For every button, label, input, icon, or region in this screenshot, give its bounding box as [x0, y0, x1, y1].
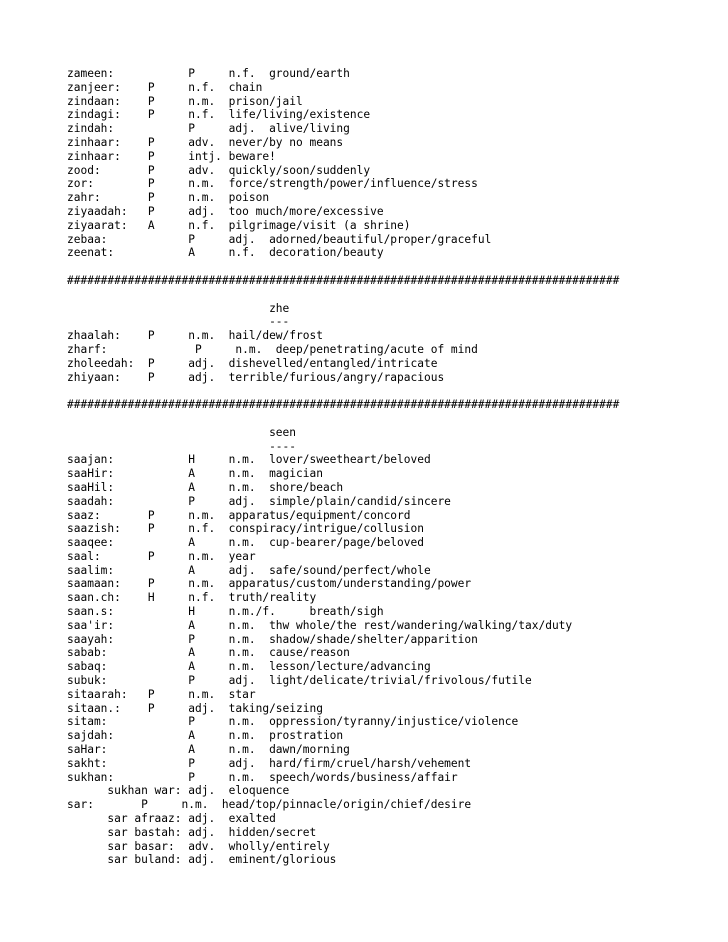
- glossary-entry: sukhan: P n.m. speech/words/business/affair: [67, 770, 458, 784]
- section-underline: ---: [67, 315, 290, 329]
- glossary-text: [67, 67, 619, 867]
- glossary-entry: sar: P n.m. head/top/pinnacle/origin/chief/desire: [67, 798, 472, 812]
- glossary-entry: sar afraaz: adj. exalted: [67, 812, 276, 826]
- glossary-entry: sukhan war: adj. eloquence: [67, 784, 290, 798]
- glossary-entry: saamaan: P n.m. apparatus/custom/understanding/power: [67, 577, 472, 591]
- glossary-entry: sitaan.: P adj. taking/seizing: [67, 701, 323, 715]
- glossary-entry: sar basar: adv. wholly/entirely: [67, 839, 330, 853]
- glossary-entry: zhiyaan: P adj. terrible/furious/angry/rapacious: [67, 370, 445, 384]
- glossary-entry: subuk: P adj. light/delicate/trivial/frivolous/futile: [67, 674, 532, 688]
- section-divider: ##################################################################################: [67, 273, 620, 287]
- glossary-entry: saHar: A n.m. dawn/morning: [67, 743, 350, 757]
- glossary-entry: zebaa: P adj. adorned/beautiful/proper/graceful: [67, 232, 492, 246]
- glossary-entry: sakht: P adj. hard/firm/cruel/harsh/vehement: [67, 756, 472, 770]
- blank-line: [67, 288, 619, 302]
- section-divider: ##################################################################################: [67, 398, 620, 412]
- glossary-entry: sitam: P n.m. oppression/tyranny/injustice/violence: [67, 715, 519, 729]
- glossary-entry: ziyaarat: A n.f. pilgrimage/visit (a shrine): [67, 218, 411, 232]
- glossary-entry: sar bastah: adj. hidden/secret: [67, 825, 317, 839]
- glossary-entry: saayah: P n.m. shadow/shade/shelter/apparition: [67, 632, 478, 646]
- glossary-entry: saajan: H n.m. lover/sweetheart/beloved: [67, 453, 431, 467]
- glossary-entry: zindaan: P n.m. prison/jail: [67, 94, 303, 108]
- glossary-entry: zinhaar: P adv. never/by no means: [67, 135, 344, 149]
- glossary-entry: sitaarah: P n.m. star: [67, 687, 256, 701]
- glossary-entry: saalim: A adj. safe/sound/perfect/whole: [67, 563, 431, 577]
- glossary-entry: saaqee: A n.m. cup-bearer/page/beloved: [67, 536, 424, 550]
- glossary-entry: zahr: P n.m. poison: [67, 191, 270, 205]
- glossary-entry: sabab: A n.m. cause/reason: [67, 646, 350, 660]
- glossary-entry: zholeedah: P adj. dishevelled/entangled/intricate: [67, 356, 438, 370]
- glossary-entry: zhaalah: P n.m. hail/dew/frost: [67, 329, 323, 343]
- blank-line: [67, 384, 619, 398]
- glossary-entry: zameen: P n.f. ground/earth: [67, 67, 350, 80]
- blank-line: [67, 412, 619, 426]
- glossary-entry: zor: P n.m. force/strength/power/influence/stress: [67, 177, 478, 191]
- glossary-entry: saan.ch: H n.f. truth/reality: [67, 591, 317, 605]
- glossary-entry: ziyaadah: P adj. too much/more/excessive: [67, 204, 384, 218]
- glossary-entry: saaz: P n.m. apparatus/equipment/concord: [67, 508, 411, 522]
- glossary-entry: saaHil: A n.m. shore/beach: [67, 480, 344, 494]
- glossary-entry: sabaq: A n.m. lesson/lecture/advancing: [67, 660, 431, 674]
- glossary-entry: sar buland: adj. eminent/glorious: [67, 853, 337, 867]
- section-heading: seen: [67, 425, 297, 439]
- blank-line: [67, 260, 619, 274]
- glossary-entry: zeenat: A n.f. decoration/beauty: [67, 246, 384, 260]
- section-underline: ----: [67, 439, 297, 453]
- glossary-entry: zindah: P adj. alive/living: [67, 122, 350, 136]
- glossary-entry: saa'ir: A n.m. thw whole/the rest/wandering/walking/tax/duty: [67, 618, 573, 632]
- glossary-entry: saazish: P n.f. conspiracy/intrigue/collusion: [67, 522, 424, 536]
- glossary-entry: zindagi: P n.f. life/living/existence: [67, 108, 371, 122]
- glossary-entry: zanjeer: P n.f. chain: [67, 80, 263, 94]
- glossary-entry: zood: P adv. quickly/soon/suddenly: [67, 163, 371, 177]
- glossary-entry: saal: P n.m. year: [67, 549, 256, 563]
- glossary-entry: sajdah: A n.m. prostration: [67, 729, 344, 743]
- glossary-entry: zinhaar: P intj. beware!: [67, 149, 276, 163]
- glossary-entry: zharf: P n.m. deep/penetrating/acute of mind: [67, 342, 478, 356]
- glossary-entry: saaHir: A n.m. magician: [67, 467, 323, 481]
- section-heading: zhe: [67, 301, 290, 315]
- glossary-entry: saadah: P adj. simple/plain/candid/sincere: [67, 494, 451, 508]
- glossary-entry: saan.s: H n.m./f. breath/sigh: [67, 605, 384, 619]
